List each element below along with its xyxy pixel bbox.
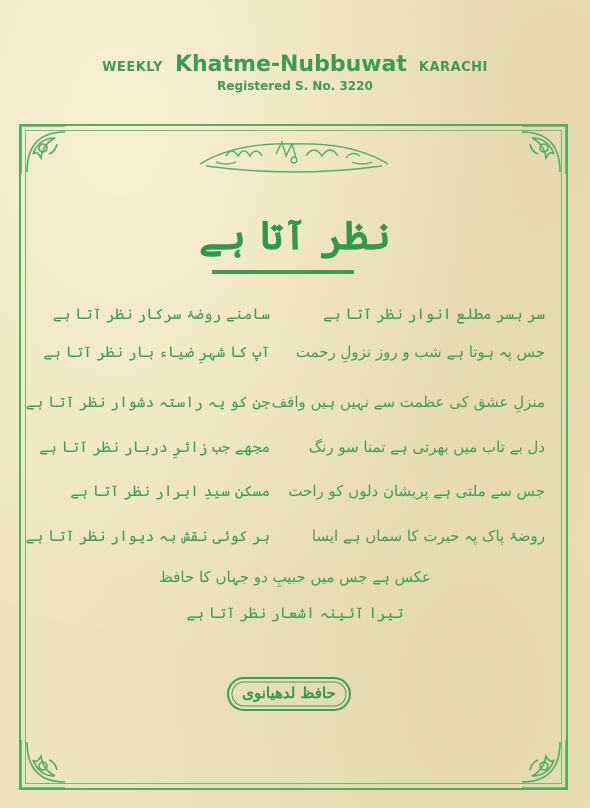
closing-couplet-second-line: تیرا آئینہ اشعار نظر آتا ہے — [186, 604, 404, 622]
couplet-5-first-line: جس سے ملتی ہے پریشان دلوں کو راحت — [288, 482, 545, 500]
couplet-4-second-line: مجھے جب زائرِ دربار نظر آتا ہے — [39, 438, 270, 456]
couplet-2-first-line: جس پہ ہوتا ہے شب و روز نزولِ رحمت — [295, 343, 545, 361]
couplet-1-second-line: سامنے روضۂ سرکار نظر آتا ہے — [52, 305, 270, 323]
poem-title: نظر آتا ہے — [199, 212, 391, 259]
signature-text: حافظ لدھیانوی — [242, 684, 336, 702]
couplet-6-first-line: روضۂ پاک پہ حیرت کا سماں ہے ایسا — [311, 527, 545, 545]
masthead-city: KARACHI — [418, 60, 488, 75]
registration-number: Registered S. No. 3220 — [217, 79, 373, 93]
masthead-row — [0, 52, 590, 77]
corner-ornament-top-left — [19, 124, 67, 176]
masthead-weekly: WEEKLY — [102, 60, 163, 75]
couplet-4-first-line: دل بے تاب میں بھرتی ہے تمنا سو رنگ — [308, 438, 545, 456]
couplet-3-first-line: منزلِ عشق کی عظمت سے نہیں ہیں واقف — [271, 393, 545, 411]
couplet-5-second-line: مسکن سیدِ ابرار نظر آتا ہے — [70, 482, 270, 500]
couplet-2-second-line: آپ کا شہرِ ضیاء بار نظر آتا ہے — [43, 343, 270, 361]
couplet-3-second-line: جن کو یہ راستہ دشوار نظر آتا ہے — [25, 393, 270, 411]
couplet-6-second-line: ہر کوئی نقش بہ دیوار نظر آتا ہے — [25, 527, 270, 545]
bismillah-calligraphy-ornament — [196, 134, 392, 176]
masthead-title: Khatme-Nubbuwat — [174, 52, 407, 77]
couplet-1-first-line: سر بسر مطلع انوار نظر آتا ہے — [323, 305, 545, 323]
title-underline — [212, 270, 354, 274]
corner-ornament-bottom-right — [520, 738, 568, 790]
poet-signature — [226, 676, 352, 712]
masthead — [0, 52, 590, 93]
corner-ornament-bottom-left — [19, 738, 67, 790]
corner-ornament-top-right — [520, 124, 568, 176]
closing-couplet-first-line: عکس ہے جس میں حبیبِ دو جہاں کا حافظ — [158, 568, 432, 586]
